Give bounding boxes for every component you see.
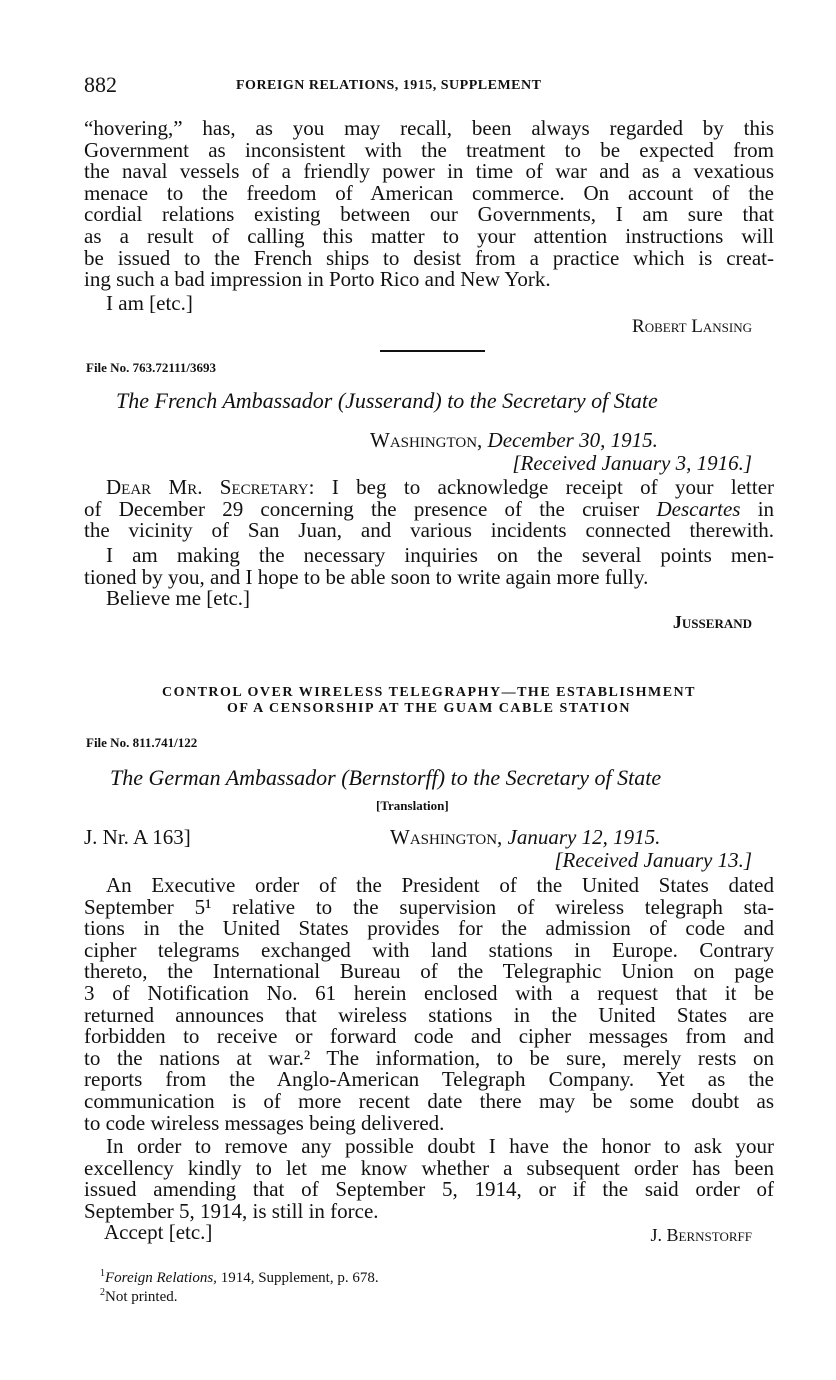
- footnote-text: Not printed.: [105, 1289, 178, 1305]
- section-heading-line: OF A CENSORSHIP AT THE GUAM CABLE STATION: [227, 701, 631, 716]
- text-line: be issued to the French ships to desist from a practice which is creat-: [84, 245, 774, 270]
- text-line: as a result of calling this matter to your attention instructions will: [84, 223, 774, 248]
- signature: J. Bernstorff: [650, 1225, 752, 1245]
- text-line: [84, 496, 775, 521]
- section1-paragraph: [84, 118, 774, 291]
- signature: Jusserand: [672, 612, 752, 632]
- section-heading-line: CONTROL OVER WIRELESS TELEGRAPHY—THE ESTABLISHMENT: [161, 685, 696, 700]
- section-heading: [84, 685, 774, 717]
- letter3-paragraph-1: [84, 875, 774, 1134]
- text-line: I am making the necessary inquiries on the several points men-: [106, 543, 774, 567]
- text-line: to the nations at war.² The information, to be sure, merely rests on: [84, 1045, 774, 1070]
- letter-title: The French Ambassador (Jusserand) to the Secretary of State: [116, 388, 658, 413]
- received-date: [Received January 13.]: [554, 848, 752, 872]
- text-line: September 5¹ relative to the supervision of wireless telegraph sta-: [84, 894, 774, 919]
- dateline: [370, 428, 658, 453]
- salutation: Dear Mr. Secretary:: [106, 475, 315, 499]
- letter2-paragraph-2: [84, 545, 774, 588]
- text-line: [84, 477, 774, 499]
- running-title: FOREIGN RELATIONS, 1915, SUPPLEMENT: [236, 78, 542, 93]
- footnote-2: [100, 1287, 178, 1306]
- file-number: File No. 811.741/122: [86, 735, 198, 750]
- text-line: Government as inconsistent with the treatment to be expected from: [84, 137, 774, 162]
- text-line: An Executive order of the President of the United States dated: [106, 873, 774, 897]
- footnote-mark: 1: [100, 1268, 105, 1279]
- text-line: forbidden to receive or forward code and cipher messages from and: [84, 1024, 774, 1049]
- text-line: cipher telegrams exchanged with land stations in Europe. Contrary: [84, 937, 774, 962]
- text-line: cordial relations existing between our Governments, I am sure that: [84, 202, 774, 227]
- text-line: tioned by you, and I hope to be able soon to write again more fully.: [84, 564, 649, 589]
- text-line: issued amending that of September 5, 1914, or if the said order of: [84, 1177, 774, 1202]
- text-line: excellency kindly to let me know whether a subsequent order has been: [84, 1155, 774, 1180]
- text-span: in: [757, 496, 775, 521]
- text-line: menace to the freedom of American commerce. On account of the: [84, 180, 774, 205]
- signature: Robert Lansing: [632, 316, 752, 337]
- text-line: the naval vessels of a friendly power in time of war and as a vexatious: [84, 159, 774, 184]
- file-number: File No. 763.72111/3693: [86, 360, 216, 375]
- text-line: to code wireless messages being delivered.: [84, 1110, 445, 1135]
- closing: Accept [etc.]: [104, 1220, 213, 1244]
- divider-rule: [380, 350, 485, 352]
- text-line: In order to remove any possible doubt I have the honor to ask your: [106, 1134, 774, 1158]
- text-line: ing such a bad impression in Porto Rico and New York.: [84, 267, 551, 292]
- footnote-mark: 2: [100, 1287, 105, 1298]
- date: December 30, 1915.: [487, 428, 658, 452]
- text-line: “hovering,” has, as you may recall, been always regarded by this: [84, 116, 774, 140]
- letter-title: The German Ambassador (Bernstorff) to the Secretary of State: [110, 765, 662, 790]
- closing: I am [etc.]: [106, 291, 193, 315]
- received-date: [Received January 3, 1916.]: [512, 451, 752, 475]
- text-line: tions in the United States provides for the admission of code and: [84, 916, 774, 941]
- place: Washington,: [370, 428, 483, 452]
- text-line: returned announces that wireless stations in the United States are: [84, 1002, 774, 1027]
- text-line: communication is of more recent date there may be some doubt as: [84, 1088, 774, 1113]
- text-line: 3 of Notification No. 61 herein enclosed with a request that it be: [84, 980, 774, 1005]
- text-span: of December 29 concerning the presence of the cruiser: [84, 496, 640, 521]
- text-line: September 5, 1914, is still in force.: [84, 1198, 379, 1223]
- closing: Believe me [etc.]: [106, 586, 251, 610]
- ship-name: Descartes: [656, 496, 741, 521]
- text-line: the vicinity of San Juan, and various incidents connected therewith.: [84, 518, 774, 543]
- dateline: [390, 825, 660, 850]
- page-number: 882: [84, 72, 117, 97]
- letter2-paragraph-1: [84, 477, 774, 542]
- footnote-1: [100, 1268, 379, 1287]
- text-line: thereto, the International Bureau of the Telegraphic Union on page: [84, 959, 774, 984]
- reference-number: J. Nr. A 163]: [84, 825, 191, 849]
- place: Washington,: [390, 825, 503, 849]
- letter3-paragraph-2: [84, 1136, 774, 1222]
- footnote-text: 1914, Supplement, p. 678.: [220, 1270, 379, 1286]
- date: January 12, 1915.: [507, 825, 661, 849]
- text-line: reports from the Anglo-American Telegraph Company. Yet as the: [84, 1067, 774, 1092]
- translation-note: [Translation]: [376, 798, 449, 813]
- text-span: I beg to acknowledge receipt of your letter: [331, 475, 775, 499]
- footnote-source: Foreign Relations,: [105, 1270, 217, 1286]
